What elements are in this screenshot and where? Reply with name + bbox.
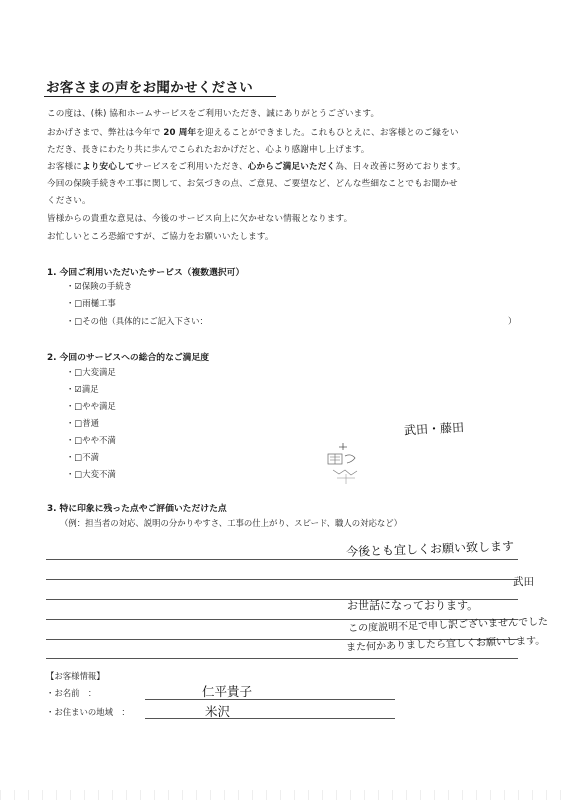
q2-option-neutral[interactable]: ・□普通	[66, 418, 100, 428]
customer-info-heading: 【お客様情報】	[46, 671, 105, 681]
q2-option-dissatisfied[interactable]: ・□不満	[66, 452, 100, 462]
q2-option-somewhat-satisfied[interactable]: ・□やや満足	[66, 401, 116, 411]
scan-edge	[0, 790, 564, 800]
customer-area-label: ・お住まいの地域 ：	[46, 707, 130, 717]
stamp-mark	[325, 440, 367, 488]
intro-line-1	[47, 107, 379, 119]
customer-area-line	[145, 718, 395, 719]
intro-line-7	[47, 212, 352, 224]
q2-option-satisfied[interactable]: ・☑満足	[66, 384, 99, 394]
title-underline	[44, 96, 276, 97]
intro-segment: ただき、長きにわたり共に歩んでこられたおかげだと、心より感謝申し上げます。	[47, 145, 370, 155]
handwritten-comment-3: この度説明不足で申し訳ございませんでした	[347, 616, 549, 635]
q2-option-somewhat-dissatisfied[interactable]: ・□やや不満	[66, 435, 116, 445]
handwritten-signature: 武田	[513, 576, 534, 588]
intro-line-6	[47, 194, 91, 206]
intro-segment: おかげさまで、弊社は今年で	[47, 128, 164, 138]
intro-line-5	[47, 177, 458, 189]
intro-segment: 皆様からの貴重な意見は、今後のサービス向上に欠かせない情報となります。	[47, 214, 353, 224]
intro-segment: サービスをご利用いただき、	[134, 162, 248, 172]
q1-option-other[interactable]: ・□その他（具体的にご記入下さい：	[66, 316, 208, 326]
handwritten-comment-4: また何かありましたら宜しくお願いします。	[345, 635, 546, 654]
customer-name-field[interactable]: 仁平貴子	[202, 684, 253, 699]
intro-segment: ください。	[47, 196, 91, 206]
handwritten-comment-2: お世話になっております。	[347, 599, 479, 612]
answer-line-1	[46, 559, 518, 560]
q3-note: （例：担当者の対応、説明の分かりやすさ、工事の仕上がり、スピード、職人の対応など）	[60, 518, 402, 528]
q1-close-paren: ）	[508, 316, 517, 326]
q3-heading: 3. 特に印象に残った点やご評価いただけた点	[47, 504, 227, 514]
intro-emphasis: より安心して	[81, 162, 135, 172]
handwritten-staff-names: 武田・藤田	[403, 420, 465, 438]
customer-area-field[interactable]: 米沢	[205, 704, 231, 719]
answer-line-6	[46, 658, 518, 659]
page-title: お客さまの声をお聞かせください	[46, 80, 253, 96]
intro-segment: を迎えることができました。これもひとえに、お客様とのご縁をい	[196, 128, 459, 138]
q2-option-very-satisfied[interactable]: ・□大変満足	[66, 367, 116, 377]
q2-option-very-dissatisfied[interactable]: ・□大変不満	[66, 469, 116, 479]
intro-segment: この度は、(株) 協和ホームサービスをご利用いただき、誠にありがとうございます。	[47, 109, 380, 119]
intro-segment: 今回の保険手続きや工事に関して、お気づきの点、ご意見、ご要望など、どんな些細なことでもお聞かせ	[47, 179, 458, 189]
intro-segment: お客様に	[47, 162, 82, 172]
intro-segment: 為、日々改善に努めております。	[335, 162, 466, 172]
intro-line-3	[47, 143, 370, 155]
intro-line-2	[47, 126, 459, 138]
handwritten-comment-1: 今後とも宜しくお願い致します	[345, 539, 515, 559]
customer-name-label: ・お名前 ：	[46, 688, 97, 698]
q1-option-insurance[interactable]: ・☑保険の手続き	[66, 281, 133, 291]
intro-emphasis: 心からご満足いただく	[247, 162, 336, 172]
q2-heading: 2. 今回のサービスへの総合的なご満足度	[47, 353, 210, 363]
q1-heading: 1. 今回ご利用いただいたサービス（複数選択可）	[47, 268, 245, 278]
customer-name-line	[145, 699, 395, 700]
intro-line-8	[47, 230, 274, 242]
intro-segment: お忙しいところ恐縮ですが、ご協力をお願いいたします。	[47, 232, 274, 242]
intro-line-4	[47, 160, 466, 172]
answer-line-2	[46, 579, 518, 580]
intro-emphasis: 20 周年	[163, 128, 197, 138]
q1-option-gutter[interactable]: ・□雨樋工事	[66, 298, 116, 308]
